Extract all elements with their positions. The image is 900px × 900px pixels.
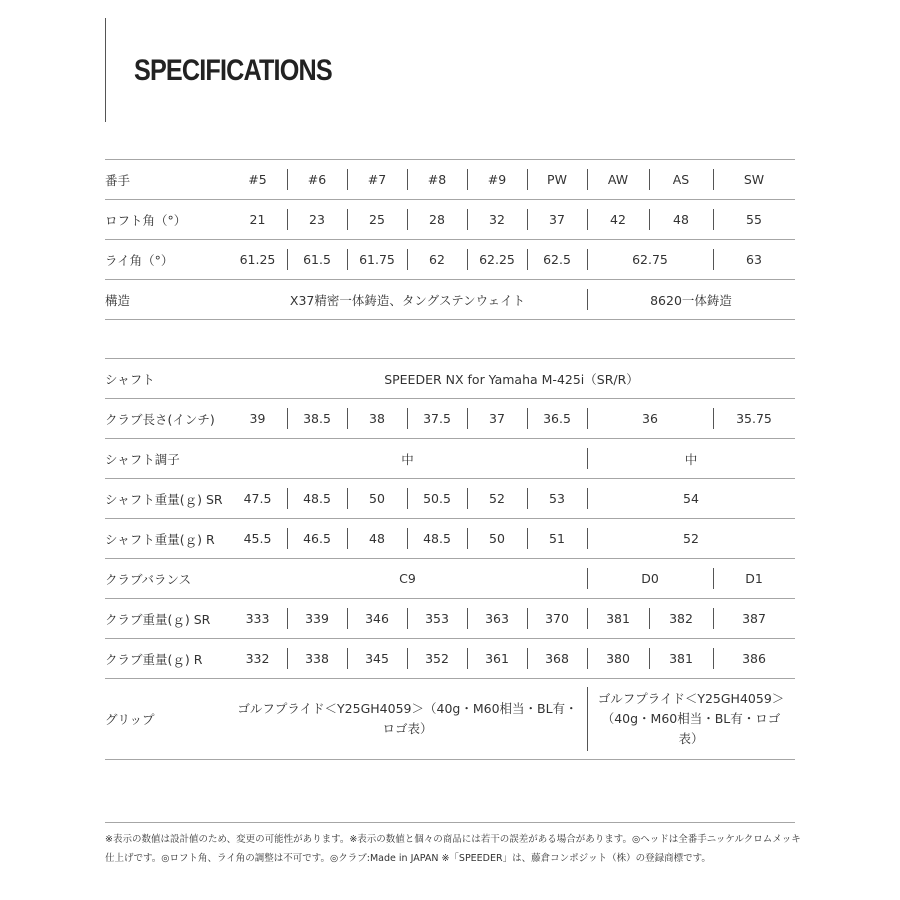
spec-row [105,439,795,479]
cell-divider [527,608,528,629]
spec-cell: SPEEDER NX for Yamaha M-425i（SR/R） [384,371,639,387]
cell-divider [527,169,528,190]
footnote: ※表示の数値は設計値のため、変更の可能性があります。※表示の数値と個々の商品には若干の誤差がある場合があります。◎ヘッドは全番手ニッケルクロムメッキ仕上げです。◎ロフト角、ライ角の調整は不可です。◎クラブ:Made in JAPAN ※「SPEEDER」は、藤倉コンポジット（株）の登録商標です。 [105,834,801,864]
spec-cell: AS [672,172,690,187]
cell-divider [287,408,288,429]
cell-divider [587,528,588,549]
cell-divider [287,648,288,669]
cell-divider [713,209,714,230]
cell-divider [287,488,288,509]
spec-cell: #8 [427,172,447,187]
footer-divider [105,822,795,823]
spec-row [105,639,795,679]
spec-row [105,200,795,240]
spec-cell: 28 [429,212,445,227]
row-label: 構造 [105,292,131,308]
cell-divider [587,648,588,669]
spec-cell: D1 [745,571,763,586]
spec-cell: 25 [369,212,385,227]
row-label: クラブ重量(ｇ) R [105,651,203,667]
spec-cell: 23 [309,212,325,227]
cell-divider [649,169,650,190]
cell-divider [407,608,408,629]
cell-divider [587,249,588,270]
spec-cell: 39 [249,411,266,426]
cell-divider [587,608,588,629]
row-label: クラブ長さ(インチ) [105,411,215,427]
spec-cell: 50.5 [423,491,451,506]
spec-cell: 42 [610,212,626,227]
spec-cell: 45.5 [243,531,272,546]
spec-cell: 361 [485,651,509,666]
spec-row [105,679,795,760]
cell-divider [587,687,588,751]
spec-cell: 48 [369,531,385,546]
spec-row [105,280,795,320]
spec-cell: 62.25 [479,252,515,267]
spec-cell: 37 [489,411,505,426]
cell-divider [407,528,408,549]
spec-cell: 8620一体鋳造 [650,292,732,308]
spec-row [105,559,795,599]
cell-divider [713,608,714,629]
cell-divider [347,488,348,509]
cell-divider [713,249,714,270]
cell-divider [467,249,468,270]
row-label: ライ角（°） [105,252,174,268]
spec-cell: 339 [305,611,329,626]
cell-divider [587,209,588,230]
spec-cell: 333 [245,611,270,626]
row-label: ロフト角（°） [105,212,187,228]
spec-row [105,599,795,639]
spec-cell: 48.5 [423,531,451,546]
cell-divider [527,249,528,270]
spec-cell: 381 [669,651,693,666]
spec-cell: 353 [425,611,449,626]
spec-cell: 381 [606,611,630,626]
cell-divider [347,528,348,549]
spec-cell: #9 [487,172,507,187]
cell-divider [467,209,468,230]
cell-divider [347,169,348,190]
spec-cell: 53 [549,491,565,506]
cell-divider [713,408,714,429]
spec-cell: 61.5 [303,252,331,267]
cell-divider [527,209,528,230]
cell-divider [587,448,588,469]
cell-divider [347,648,348,669]
spec-cell: 中 [401,451,414,467]
spec-cell: 50 [489,531,505,546]
cell-divider [347,408,348,429]
spec-cell: 368 [545,651,569,666]
spec-row [105,479,795,519]
cell-divider [287,249,288,270]
spec-cell: ゴルフプライド＜Y25GH4059＞（40g・M60相当・BL有・ロゴ表） [597,691,785,746]
row-label: 番手 [105,172,131,188]
spec-cell: 中 [684,451,698,467]
cell-divider [527,408,528,429]
spec-cell: 50 [369,491,385,506]
spec-cell: X37精密一体鋳造、タングステンウェイト [289,292,526,308]
cell-divider [287,608,288,629]
spec-cell: 38 [369,411,385,426]
spec-cell: 46.5 [303,531,331,546]
cell-divider [467,608,468,629]
spec-cell: 370 [545,611,569,626]
spec-cell: 332 [245,651,270,666]
row-label: シャフト重量(ｇ) R [105,531,215,547]
cell-divider [527,528,528,549]
row-label: グリップ [105,712,155,727]
spec-cell: 363 [485,611,509,626]
cell-divider [649,648,650,669]
spec-row [105,160,795,200]
spec-cell: 36 [642,411,658,426]
cell-divider [713,169,714,190]
spec-cell: 54 [683,491,699,506]
spec-row [105,519,795,559]
spec-cell: #5 [248,172,267,187]
cell-divider [407,488,408,509]
spec-cell: 61.75 [359,252,395,267]
spec-cell: 48.5 [303,491,331,506]
cell-divider [649,608,650,629]
cell-divider [407,408,408,429]
spec-cell: 55 [746,212,762,227]
spec-cell: 345 [365,651,389,666]
cell-divider [287,169,288,190]
row-label: シャフト [105,371,155,387]
cell-divider [287,209,288,230]
spec-cell: 338 [305,651,329,666]
spec-cell: PW [547,172,567,187]
cell-divider [467,408,468,429]
cell-divider [587,408,588,429]
cell-divider [587,289,588,310]
spec-cell: 52 [489,491,505,506]
spec-cell: 346 [365,611,389,626]
cell-divider [287,528,288,549]
cell-divider [527,488,528,509]
spec-cell: 382 [669,611,693,626]
spec-cell: 37 [549,212,565,227]
spec-cell: #7 [367,172,387,187]
spec-cell: 386 [742,651,766,666]
row-label: クラブ重量(ｇ) SR [105,611,211,627]
spec-cell: #6 [307,172,327,187]
spec-cell: C9 [399,571,416,586]
spec-row [105,359,795,399]
spec-cell: 48 [673,212,689,227]
cell-divider [587,169,588,190]
spec-table-shaft [105,358,795,760]
cell-divider [713,568,714,589]
row-label: シャフト重量(ｇ) SR [105,491,223,507]
spec-table-head [105,159,795,320]
cell-divider [347,608,348,629]
spec-cell: 62.75 [632,252,668,267]
spec-cell: 38.5 [303,411,331,426]
cell-divider [407,648,408,669]
title-accent-bar [105,18,106,122]
spec-cell: 51 [549,531,565,546]
spec-cell: AW [607,172,629,187]
spec-cell: 52 [683,531,699,546]
cell-divider [347,249,348,270]
cell-divider [467,648,468,669]
row-label: クラブバランス [105,571,192,587]
row-label: シャフト調子 [105,451,180,467]
spec-cell: 62 [429,252,445,267]
spec-cell: ゴルフプライド＜Y25GH4059＞（40g・M60相当・BL有・ロゴ表） [237,701,578,736]
cell-divider [467,488,468,509]
cell-divider [407,209,408,230]
spec-row [105,240,795,280]
spec-cell: 62.5 [543,252,571,267]
spec-cell: 35.75 [736,411,772,426]
spec-cell: D0 [641,571,659,586]
cell-divider [407,169,408,190]
cell-divider [587,568,588,589]
spec-cell: 61.25 [239,252,276,267]
spec-cell: 63 [746,252,762,267]
spec-cell: 380 [606,651,630,666]
cell-divider [527,648,528,669]
spec-cell: 32 [489,212,505,227]
cell-divider [649,209,650,230]
spec-cell: 21 [249,212,266,227]
page-title: SPECIFICATIONS [134,54,332,87]
cell-divider [347,209,348,230]
cell-divider [587,488,588,509]
spec-cell: 352 [425,651,449,666]
cell-divider [407,249,408,270]
spec-cell: 36.5 [543,411,571,426]
spec-row [105,399,795,439]
cell-divider [467,528,468,549]
spec-cell: 47.5 [243,491,272,506]
cell-divider [467,169,468,190]
cell-divider [713,648,714,669]
spec-cell: SW [743,172,765,187]
spec-cell: 387 [742,611,766,626]
spec-cell: 37.5 [423,411,451,426]
